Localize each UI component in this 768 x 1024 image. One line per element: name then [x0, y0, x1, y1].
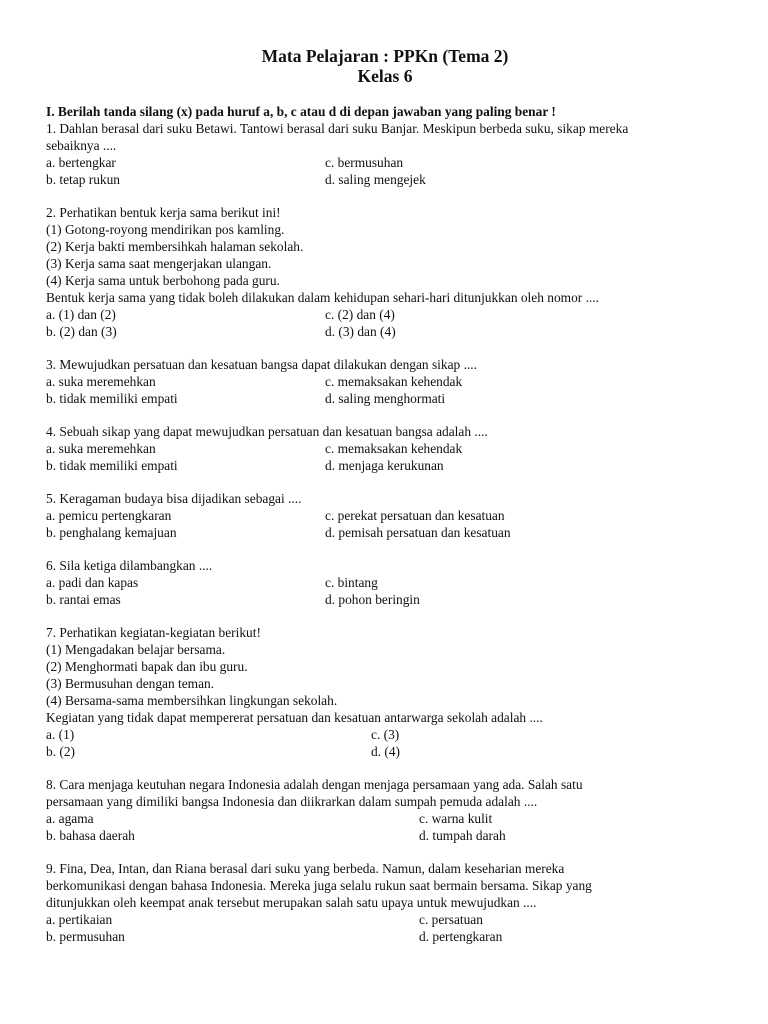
option-c[interactable]: c. bintang — [325, 575, 378, 590]
option-c[interactable]: c. memaksakan kehendak — [325, 441, 463, 456]
option-a[interactable]: a. pemicu pertengkaran — [46, 508, 172, 523]
question-line: Kegiatan yang tidak dapat mempererat persatuan dan kesatuan antarwarga sekolah adalah .... — [46, 710, 543, 725]
question-7 — [46, 624, 730, 760]
option-a[interactable]: a. suka meremehkan — [46, 441, 156, 456]
question-line: (4) Kerja sama untuk berbohong pada guru. — [46, 273, 280, 288]
question-line: 5. Keragaman budaya bisa dijadikan sebagai .... — [46, 491, 302, 506]
option-a[interactable]: a. bertengkar — [46, 155, 116, 170]
option-b[interactable]: b. (2) dan (3) — [46, 324, 117, 339]
option-c[interactable]: c. warna kulit — [419, 811, 493, 826]
option-a[interactable]: a. (1) dan (2) — [46, 307, 116, 322]
class-label: Kelas 6 — [357, 66, 413, 86]
option-d[interactable]: d. pemisah persatuan dan kesatuan — [325, 525, 511, 540]
question-line: 8. Cara menjaga keutuhan negara Indonesia adalah dengan menjaga persamaan yang ada. Salah satu — [46, 777, 583, 792]
question-line: sebaiknya .... — [46, 138, 117, 153]
section-instruction: I. Berilah tanda silang (x) pada huruf a, b, c atau d di depan jawaban yang paling benar ! — [46, 104, 556, 119]
question-line: 2. Perhatikan bentuk kerja sama berikut ini! — [46, 205, 281, 220]
option-d[interactable]: d. pertengkaran — [419, 929, 503, 944]
page-title: Mata Pelajaran : PPKn (Tema 2) — [261, 46, 509, 66]
question-line: (2) Kerja bakti membersihkah halaman sekolah. — [46, 239, 304, 254]
question-line: (4) Bersama-sama membersihkan lingkungan sekolah. — [46, 693, 338, 708]
worksheet — [46, 46, 730, 945]
option-a[interactable]: a. agama — [46, 811, 94, 826]
question-3 — [46, 356, 730, 407]
question-8 — [46, 776, 730, 844]
question-4 — [46, 423, 730, 474]
option-b[interactable]: b. bahasa daerah — [46, 828, 135, 843]
question-line: 6. Sila ketiga dilambangkan .... — [46, 558, 213, 573]
question-line: 7. Perhatikan kegiatan-kegiatan berikut! — [46, 625, 261, 640]
option-c[interactable]: c. persatuan — [419, 912, 483, 927]
question-line: (3) Bermusuhan dengan teman. — [46, 676, 215, 691]
question-line: 3. Mewujudkan persatuan dan kesatuan bangsa dapat dilakukan dengan sikap .... — [46, 357, 477, 372]
option-c[interactable]: c. bermusuhan — [325, 155, 404, 170]
question-2 — [46, 204, 730, 340]
option-b[interactable]: b. (2) — [46, 744, 76, 759]
question-line: (1) Mengadakan belajar bersama. — [46, 642, 226, 657]
option-c[interactable]: c. memaksakan kehendak — [325, 374, 463, 389]
option-d[interactable]: d. menjaga kerukunan — [325, 458, 444, 473]
option-c[interactable]: c. (3) — [371, 727, 400, 742]
question-line: (1) Gotong-royong mendirikan pos kamling. — [46, 222, 285, 237]
question-line: Bentuk kerja sama yang tidak boleh dilakukan dalam kehidupan sehari-hari ditunjukkan oleh nomor .... — [46, 290, 599, 305]
option-d[interactable]: d. tumpah darah — [419, 828, 506, 843]
option-b[interactable]: b. rantai emas — [46, 592, 121, 607]
option-b[interactable]: b. penghalang kemajuan — [46, 525, 177, 540]
option-a[interactable]: a. padi dan kapas — [46, 575, 139, 590]
question-line: 1. Dahlan berasal dari suku Betawi. Tantowi berasal dari suku Banjar. Meskipun berbeda suku, sikap mereka — [46, 121, 629, 136]
option-d[interactable]: d. (4) — [371, 744, 401, 759]
option-b[interactable]: b. tetap rukun — [46, 172, 121, 187]
option-d[interactable]: d. (3) dan (4) — [325, 324, 396, 339]
question-line: (2) Menghormati bapak dan ibu guru. — [46, 659, 248, 674]
question-1 — [46, 120, 730, 188]
question-line: 4. Sebuah sikap yang dapat mewujudkan persatuan dan kesatuan bangsa adalah .... — [46, 424, 488, 439]
question-line: berkomunikasi dengan bahasa Indonesia. Mereka juga selalu rukun saat bermain bersama. Sikap yang — [46, 878, 592, 893]
option-c[interactable]: c. (2) dan (4) — [325, 307, 395, 322]
question-line: persamaan yang dimiliki bangsa Indonesia dan diikrarkan dalam sumpah pemuda adalah .... — [46, 794, 538, 809]
question-line: ditunjukkan oleh keempat anak tersebut merupakan salah satu upaya untuk mewujudkan .... — [46, 895, 537, 910]
option-b[interactable]: b. tidak memiliki empati — [46, 458, 178, 473]
option-d[interactable]: d. saling menghormati — [325, 391, 446, 406]
option-d[interactable]: d. pohon beringin — [325, 592, 420, 607]
question-line: (3) Kerja sama saat mengerjakan ulangan. — [46, 256, 272, 271]
option-b[interactable]: b. tidak memiliki empati — [46, 391, 178, 406]
question-9 — [46, 860, 730, 945]
question-line: 9. Fina, Dea, Intan, dan Riana berasal dari suku yang berbeda. Namun, dalam keseharian mereka — [46, 861, 565, 876]
option-a[interactable]: a. (1) — [46, 727, 75, 742]
option-b[interactable]: b. permusuhan — [46, 929, 125, 944]
option-a[interactable]: a. pertikaian — [46, 912, 113, 927]
option-c[interactable]: c. perekat persatuan dan kesatuan — [325, 508, 505, 523]
option-a[interactable]: a. suka meremehkan — [46, 374, 156, 389]
question-6 — [46, 557, 730, 608]
question-5 — [46, 490, 730, 541]
option-d[interactable]: d. saling mengejek — [325, 172, 426, 187]
